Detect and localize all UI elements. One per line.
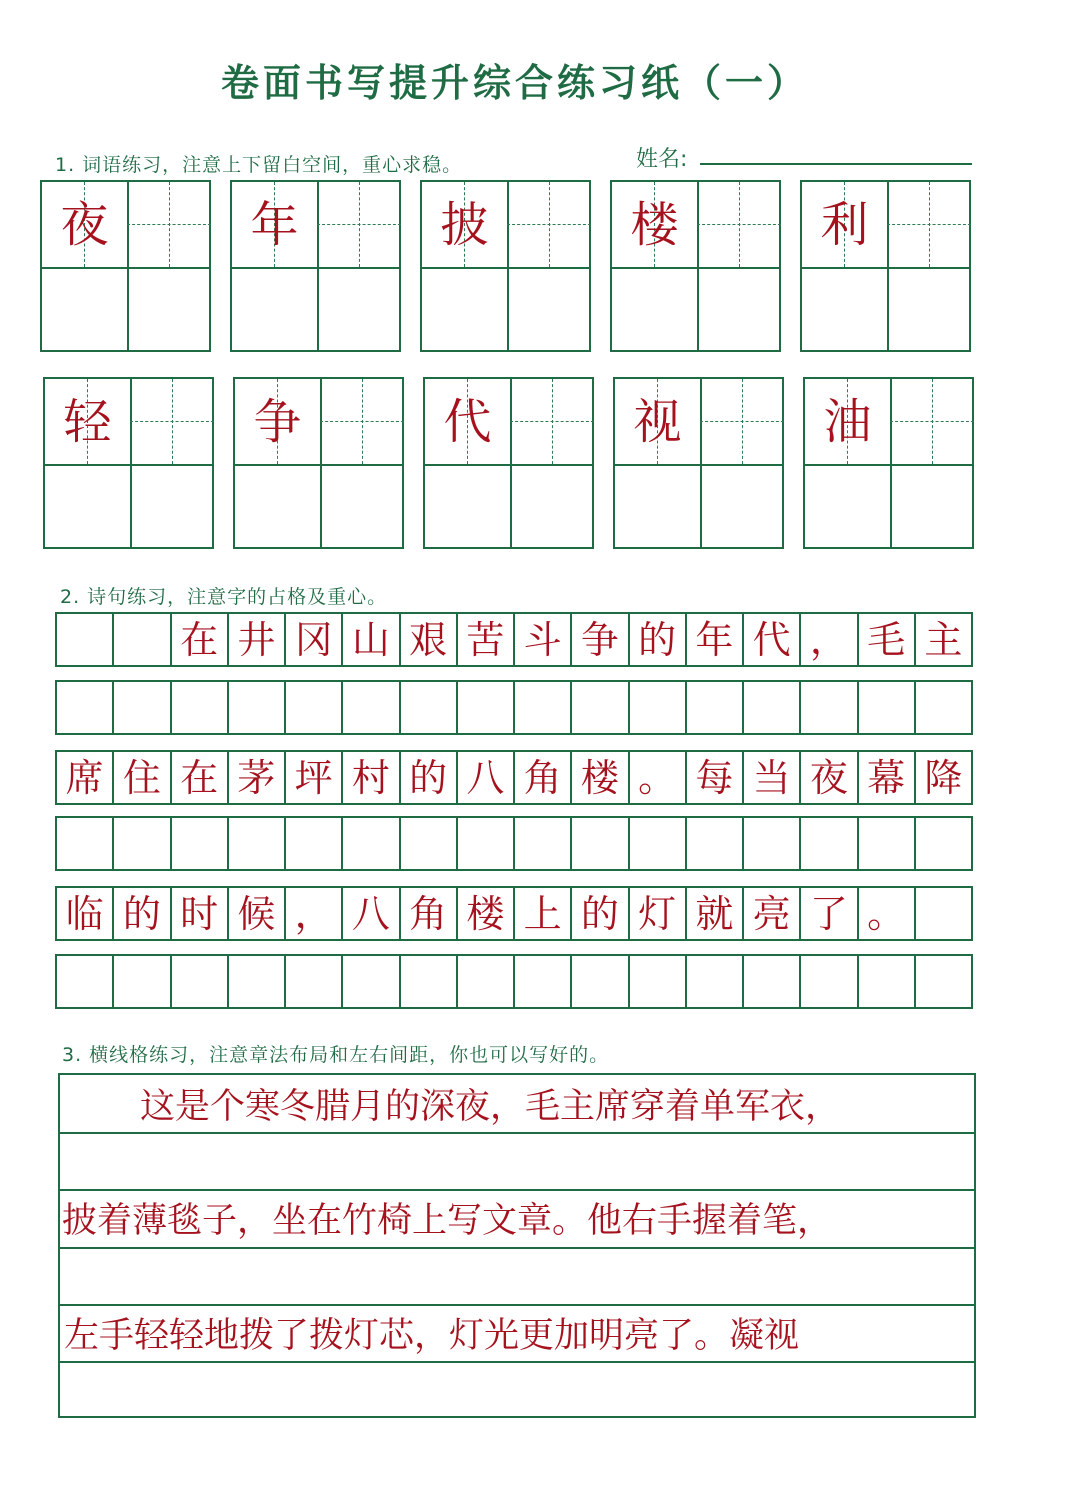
practice-row bbox=[55, 680, 973, 735]
sample-cell: 坪 bbox=[286, 750, 343, 805]
sample-cell bbox=[57, 612, 114, 667]
practice-cell[interactable] bbox=[286, 816, 343, 871]
guide-line bbox=[130, 421, 214, 422]
word-char: 利 bbox=[820, 196, 869, 253]
practice-cell[interactable] bbox=[458, 954, 515, 1009]
practice-cell[interactable] bbox=[744, 816, 801, 871]
practice-cell[interactable] bbox=[859, 816, 916, 871]
practice-cell[interactable] bbox=[687, 954, 744, 1009]
sample-cell: 亮 bbox=[744, 886, 801, 941]
section1-instruction: 1. 词语练习，注意上下留白空间，重心求稳。 bbox=[55, 154, 463, 176]
practice-cell[interactable] bbox=[57, 954, 114, 1009]
grid-line bbox=[425, 464, 592, 466]
practice-cell[interactable] bbox=[114, 954, 171, 1009]
sample-cell: 八 bbox=[343, 886, 400, 941]
word-char: 视 bbox=[633, 393, 682, 450]
sample-cell: 苦 bbox=[458, 612, 515, 667]
sample-cell: 每 bbox=[687, 750, 744, 805]
sample-cell: 。 bbox=[859, 886, 916, 941]
practice-cell[interactable] bbox=[572, 954, 629, 1009]
practice-cell[interactable] bbox=[343, 680, 400, 735]
sample-cell: 幕 bbox=[859, 750, 916, 805]
practice-cell[interactable] bbox=[114, 816, 171, 871]
practice-cell[interactable] bbox=[515, 680, 572, 735]
grid-line bbox=[232, 267, 399, 269]
sample-cell: 夜 bbox=[801, 750, 858, 805]
practice-cell[interactable] bbox=[229, 954, 286, 1009]
practice-cell[interactable] bbox=[687, 816, 744, 871]
sample-cell: ， bbox=[286, 886, 343, 941]
practice-cell[interactable] bbox=[859, 954, 916, 1009]
grid-line bbox=[510, 379, 512, 547]
grid-line bbox=[615, 464, 782, 466]
sample-line: 这是个寒冬腊月的深夜，毛主席穿着单军衣， bbox=[140, 1086, 841, 1127]
practice-cell[interactable] bbox=[401, 680, 458, 735]
sample-cell: 在 bbox=[172, 750, 229, 805]
practice-cell[interactable] bbox=[687, 680, 744, 735]
practice-cell[interactable] bbox=[343, 954, 400, 1009]
practice-cell[interactable] bbox=[630, 816, 687, 871]
sample-cell: 在 bbox=[172, 612, 229, 667]
guide-line bbox=[320, 421, 404, 422]
practice-cell[interactable] bbox=[57, 680, 114, 735]
name-label: 姓名: bbox=[636, 147, 688, 172]
sample-cell: 灯 bbox=[630, 886, 687, 941]
grid-line bbox=[130, 379, 132, 547]
practice-cell[interactable] bbox=[172, 816, 229, 871]
word-box[interactable] bbox=[610, 180, 781, 352]
practice-cell[interactable] bbox=[744, 680, 801, 735]
sample-cell: 斗 bbox=[515, 612, 572, 667]
sample-cell: 候 bbox=[229, 886, 286, 941]
practice-cell[interactable] bbox=[286, 680, 343, 735]
practice-cell[interactable] bbox=[172, 680, 229, 735]
ruled-line bbox=[60, 1132, 974, 1134]
sample-cell: 的 bbox=[630, 612, 687, 667]
sample-cell: 席 bbox=[57, 750, 114, 805]
practice-cell[interactable] bbox=[515, 816, 572, 871]
sample-cell: 当 bbox=[744, 750, 801, 805]
word-char: 年 bbox=[250, 196, 299, 253]
practice-cell[interactable] bbox=[57, 816, 114, 871]
sample-row bbox=[55, 612, 973, 667]
sample-cell bbox=[916, 886, 973, 941]
sample-cell: 艰 bbox=[401, 612, 458, 667]
page-title: 卷面书写提升综合练习纸（一） bbox=[220, 60, 809, 105]
guide-line bbox=[507, 224, 591, 225]
sample-cell: 上 bbox=[515, 886, 572, 941]
word-char: 楼 bbox=[630, 196, 679, 253]
practice-cell[interactable] bbox=[172, 954, 229, 1009]
sample-cell: 临 bbox=[57, 886, 114, 941]
grid-line bbox=[45, 464, 212, 466]
guide-line bbox=[700, 421, 784, 422]
ruled-line bbox=[60, 1361, 974, 1363]
practice-cell[interactable] bbox=[801, 954, 858, 1009]
sample-cell bbox=[114, 612, 171, 667]
sample-cell: 时 bbox=[172, 886, 229, 941]
sample-cell: 。 bbox=[630, 750, 687, 805]
sample-line: 披着薄毯子，坐在竹椅上写文章。他右手握着笔， bbox=[62, 1200, 833, 1241]
word-char: 披 bbox=[440, 196, 489, 253]
grid-line bbox=[42, 267, 209, 269]
grid-line bbox=[890, 379, 892, 547]
sample-cell: 住 bbox=[114, 750, 171, 805]
grid-line bbox=[127, 182, 129, 350]
word-char: 代 bbox=[443, 393, 492, 450]
word-char: 油 bbox=[823, 393, 872, 450]
practice-cell[interactable] bbox=[401, 816, 458, 871]
practice-cell[interactable] bbox=[630, 680, 687, 735]
word-box[interactable] bbox=[613, 377, 784, 549]
practice-cell[interactable] bbox=[401, 954, 458, 1009]
sample-cell: 冈 bbox=[286, 612, 343, 667]
sample-cell: 的 bbox=[401, 750, 458, 805]
sample-cell: 代 bbox=[744, 612, 801, 667]
sample-cell: 降 bbox=[916, 750, 973, 805]
practice-row bbox=[55, 816, 973, 871]
sample-cell: 山 bbox=[343, 612, 400, 667]
guide-line bbox=[697, 224, 781, 225]
practice-cell[interactable] bbox=[458, 816, 515, 871]
sample-line: 左手轻轻地拨了拨灯芯，灯光更加明亮了。凝视 bbox=[64, 1315, 800, 1356]
practice-cell[interactable] bbox=[859, 680, 916, 735]
sample-cell: 的 bbox=[114, 886, 171, 941]
practice-cell[interactable] bbox=[572, 680, 629, 735]
practice-row bbox=[55, 954, 973, 1009]
practice-cell[interactable] bbox=[458, 680, 515, 735]
grid-line bbox=[235, 464, 402, 466]
section3-instruction: 3. 横线格练习，注意章法布局和左右间距，你也可以写好的。 bbox=[62, 1044, 610, 1066]
practice-cell[interactable] bbox=[916, 954, 973, 1009]
grid-line bbox=[700, 379, 702, 547]
word-box[interactable] bbox=[43, 377, 214, 549]
practice-cell[interactable] bbox=[515, 954, 572, 1009]
practice-cell[interactable] bbox=[916, 816, 973, 871]
grid-line bbox=[507, 182, 509, 350]
sample-cell: 就 bbox=[687, 886, 744, 941]
sample-row bbox=[55, 886, 973, 941]
word-box[interactable] bbox=[230, 180, 401, 352]
sample-cell: 了 bbox=[801, 886, 858, 941]
practice-cell[interactable] bbox=[916, 680, 973, 735]
practice-cell[interactable] bbox=[286, 954, 343, 1009]
word-box[interactable] bbox=[800, 180, 971, 352]
lined-practice-area bbox=[58, 1073, 976, 1418]
sample-cell: 争 bbox=[572, 612, 629, 667]
sample-cell: 角 bbox=[401, 886, 458, 941]
practice-cell[interactable] bbox=[114, 680, 171, 735]
guide-line bbox=[510, 421, 594, 422]
sample-row bbox=[55, 750, 973, 805]
practice-cell[interactable] bbox=[343, 816, 400, 871]
practice-cell[interactable] bbox=[229, 816, 286, 871]
guide-line bbox=[127, 224, 211, 225]
grid-line bbox=[317, 182, 319, 350]
word-box[interactable] bbox=[803, 377, 974, 549]
sample-cell: 村 bbox=[343, 750, 400, 805]
sample-cell: 井 bbox=[229, 612, 286, 667]
sample-cell: 角 bbox=[515, 750, 572, 805]
sample-cell: 毛 bbox=[859, 612, 916, 667]
word-char: 轻 bbox=[63, 393, 112, 450]
sample-cell: 楼 bbox=[458, 886, 515, 941]
practice-cell[interactable] bbox=[801, 816, 858, 871]
grid-line bbox=[697, 182, 699, 350]
grid-line bbox=[802, 267, 969, 269]
sample-cell: 楼 bbox=[572, 750, 629, 805]
sample-cell: 主 bbox=[916, 612, 973, 667]
practice-cell[interactable] bbox=[229, 680, 286, 735]
ruled-line bbox=[60, 1247, 974, 1249]
practice-cell[interactable] bbox=[744, 954, 801, 1009]
practice-cell[interactable] bbox=[572, 816, 629, 871]
grid-line bbox=[887, 182, 889, 350]
sample-cell: 八 bbox=[458, 750, 515, 805]
guide-line bbox=[890, 421, 974, 422]
grid-line bbox=[612, 267, 779, 269]
practice-cell[interactable] bbox=[630, 954, 687, 1009]
word-box[interactable] bbox=[423, 377, 594, 549]
grid-line bbox=[805, 464, 972, 466]
word-box[interactable] bbox=[420, 180, 591, 352]
word-box[interactable] bbox=[233, 377, 404, 549]
sample-cell: 的 bbox=[572, 886, 629, 941]
sample-cell: 年 bbox=[687, 612, 744, 667]
word-char: 夜 bbox=[60, 196, 109, 253]
practice-cell[interactable] bbox=[801, 680, 858, 735]
sample-cell: 茅 bbox=[229, 750, 286, 805]
grid-line bbox=[320, 379, 322, 547]
guide-line bbox=[317, 224, 401, 225]
guide-line bbox=[887, 224, 971, 225]
word-box[interactable] bbox=[40, 180, 211, 352]
grid-line bbox=[422, 267, 589, 269]
word-char: 争 bbox=[253, 393, 302, 450]
sample-cell: ， bbox=[801, 612, 858, 667]
section2-instruction: 2. 诗句练习，注意字的占格及重心。 bbox=[60, 586, 388, 608]
name-input-line[interactable] bbox=[700, 163, 972, 165]
